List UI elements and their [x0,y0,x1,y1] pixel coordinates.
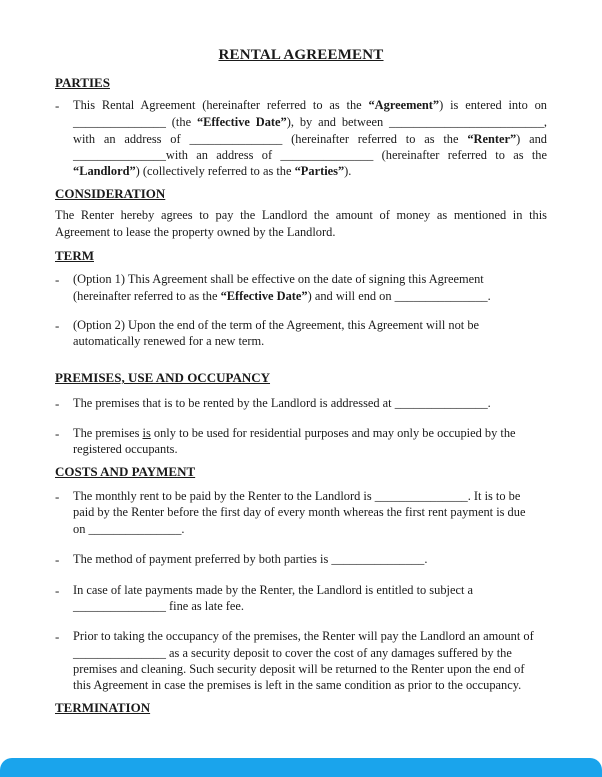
parties-line-1: This Rental Agreement (hereinafter referred to as the “Agreement”) is entered into on [73,98,547,112]
heading-parties: PARTIES [55,75,110,90]
premises-use-line-2: registered occupants. [73,442,178,456]
bullet-marker: - [55,318,60,333]
premises-address-line: The premises that is to be rented by the Landlord is addressed at _______________. [73,396,491,410]
footer-accent-bar [0,758,602,777]
heading-consideration: CONSIDERATION [55,186,166,201]
bullet-marker: - [55,426,60,441]
parties-line-5: “Landlord”) (collectively referred to as the “Parties”). [73,164,352,178]
costs-rent-line-2: paid by the Renter before the first day of every month whereas the first rent payment is due [73,505,526,519]
document-title: RENTAL AGREEMENT [218,47,384,63]
costs-rent-line-1: The monthly rent to be paid by the Renter to the Landlord is _______________. It is to be [73,489,521,503]
term-option2-line-2: automatically renewed for a new term. [73,334,265,348]
costs-deposit-line-3: premises and cleaning. Such security deposit will be returned to the Renter upon the end of [73,662,525,676]
bullet-marker: - [55,583,60,598]
costs-deposit-line-4: this Agreement in case the premises is left in the same condition as prior to the occupancy. [73,678,522,692]
heading-costs-and-payment: COSTS AND PAYMENT [55,464,196,479]
costs-rent-line-3: on _______________. [73,522,185,536]
term-option1-line-1: (Option 1) This Agreement shall be effective on the date of signing this Agreement [73,272,484,286]
heading-termination: TERMINATION [55,700,151,715]
premises-use-line-1: The premises is only to be used for residential purposes and may only be occupied by the [73,426,516,440]
heading-term: TERM [55,248,94,263]
costs-late-fee-line-1: In case of late payments made by the Renter, the Landlord is entitled to subject a [73,583,474,597]
bullet-marker: - [55,489,60,504]
term-option1-line-2: (hereinafter referred to as the “Effective Date”) and will end on _______________. [73,289,491,303]
bullet-marker: - [55,629,60,644]
bullet-marker: - [55,272,60,287]
costs-late-fee-line-2: _______________ fine as late fee. [73,599,245,613]
bullet-marker: - [55,396,60,411]
costs-payment-method-line: The method of payment preferred by both parties is _______________. [73,552,428,566]
term-option2-line-1: (Option 2) Upon the end of the term of the Agreement, this Agreement will not be [73,318,480,332]
parties-line-2: _______________ (the “Effective Date”), by and between _________________________, [73,115,547,129]
bullet-marker: - [55,98,60,113]
costs-deposit-line-1: Prior to taking the occupancy of the premises, the Renter will pay the Landlord an amount of [73,629,534,643]
heading-premises: PREMISES, USE AND OCCUPANCY [55,370,271,385]
bullet-marker: - [55,552,60,567]
costs-deposit-line-2: _______________ as a security deposit to cover the cost of any damages suffered by the [73,646,512,660]
parties-line-3: with an address of _______________ (hereinafter referred to as the “Renter”) and [73,132,547,146]
consideration-text: The Renter hereby agrees to pay the Landlord the amount of money as mentioned in this Agreement to lease the property owned by the Landlord. [55,208,547,239]
parties-line-4: _______________with an address of _______________ (hereinafter referred to as the [73,148,547,162]
